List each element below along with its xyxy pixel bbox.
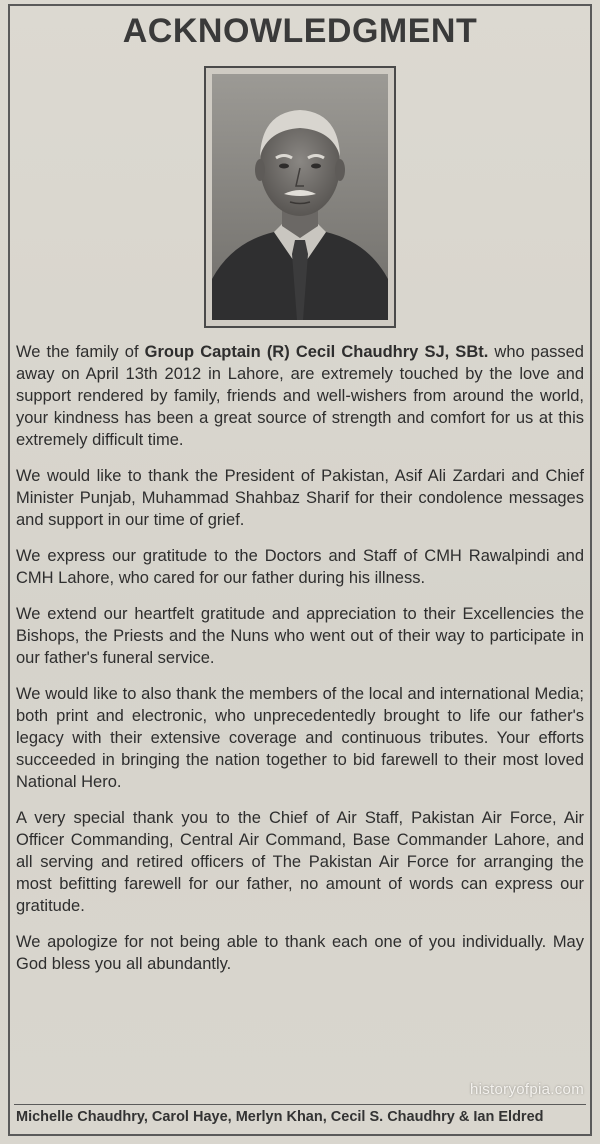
watermark: historyofpia.com — [469, 1081, 584, 1098]
notice-body — [16, 341, 584, 989]
paragraph-media: We would like to also thank the members of the local and international Media; both print and electronic, who unprecedentedly brought to life our father's legacy with their extensive coverage and continuous tributes. Your efforts succeeded in bringing the nation together to bid farewell to their most loved National Hero. — [16, 685, 584, 791]
signature-line: Michelle Chaudhry, Carol Haye, Merlyn Khan, Cecil S. Chaudhry & Ian Eldred — [16, 1109, 544, 1125]
paragraph-air-force: A very special thank you to the Chief of Air Staff, Pakistan Air Force, Air Officer Commanding, Central Air Command, Base Commander Lahore, and all serving and retired officers of The Pakistan Air Force for arranging the most befitting farewell for our father, no amount of words can express our gratitude. — [16, 809, 584, 915]
portrait-photo — [212, 74, 388, 320]
deceased-name: Group Captain (R) Cecil Chaudhry SJ, SBt. — [144, 343, 489, 361]
paragraph-doctors: We express our gratitude to the Doctors and Staff of CMH Rawalpindi and CMH Lahore, who cared for our father during his illness. — [16, 547, 584, 587]
paragraph-text: who passed away on April 13th 2012 in Lahore, are extremely touched by the love and support rendered by family, friends and well-wishers from around the world, your kindness has been a great source of strength and comfort for us at this extremely difficult time. — [16, 343, 584, 449]
paragraph-president: We would like to thank the President of Pakistan, Asif Ali Zardari and Chief Minister Punjab, Muhammad Shahbaz Sharif for their condolence messages and support in our time of grief. — [16, 467, 584, 529]
paragraph-family — [16, 341, 584, 451]
portrait-photo-frame — [204, 66, 396, 328]
paragraph-text: We the family of — [16, 343, 145, 361]
paragraph-closing: We apologize for not being able to thank each one of you individually. May God bless you all abundantly. — [16, 933, 584, 973]
notice-title: ACKNOWLEDGMENT — [122, 12, 478, 50]
paragraph-clergy: We extend our heartfelt gratitude and appreciation to their Excellencies the Bishops, the Priests and the Nuns who went out of their way to participate in our father's funeral service. — [16, 605, 584, 667]
footer-divider — [14, 1104, 586, 1105]
